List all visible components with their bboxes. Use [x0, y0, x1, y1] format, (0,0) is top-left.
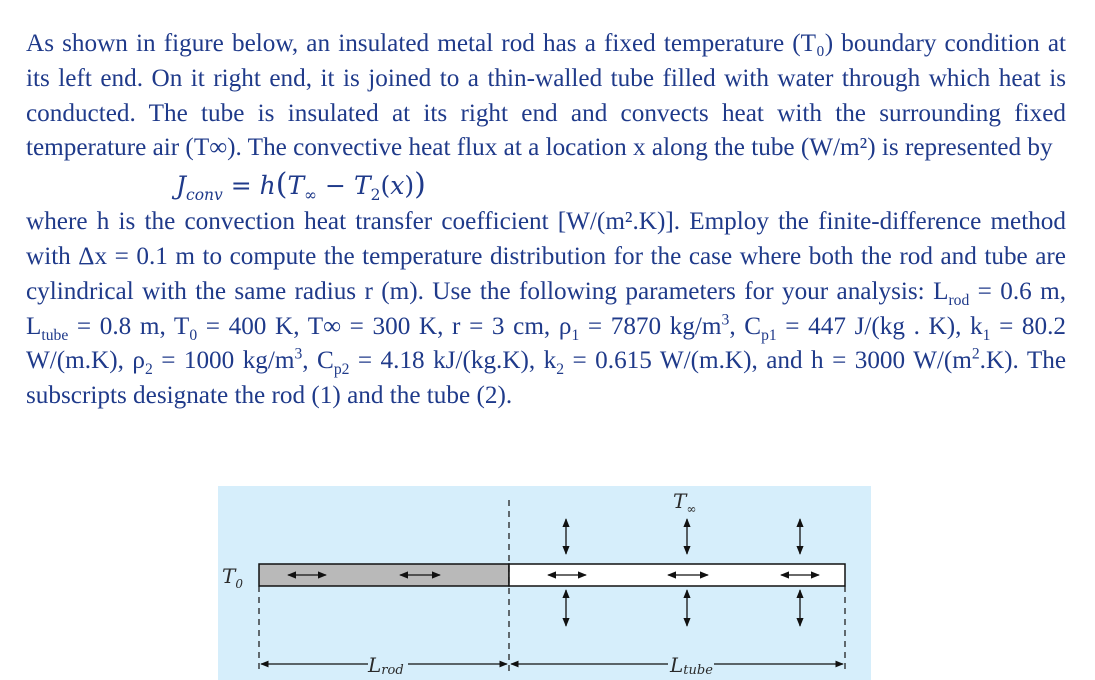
ltube-label: Ltube — [670, 653, 713, 678]
t-infinity-label: $T_\infty$ — [673, 489, 697, 516]
paragraph-parameters: where h is the convection heat transfer coefficient [W/(m².K)]. Employ the finite-difference method with Δx = 0.1 m to compute the temperature distribution for the case where both the rod and tube are cylindrical with the same radius r (m). Use the following parameters for your analysis: $L_{rod} = 0.6$ m, $L_{tube} = 0.8$ m, $T_0 = 400$ K, T∞ = 300 K, r = 3 cm, $\rho_1 = 7870$ $kg/m^3$, $C_{p1} = 447$ J/(kg . K), $k_1 = 80.2$ W/(m.K), $\rho_2 = 1000$ $kg/m^3$, $C_{p2} = 4.18$ kJ/(kg.K), $k_2 = 0.615$ W/(m.K), and h = 3000 $W/(m^2.K)$. The subscripts designate the rod (1) and the tube (2). — [26, 208, 1067, 410]
lrod-label: Lrod — [368, 653, 404, 678]
problem-statement — [26, 27, 1066, 414]
convective-flux-equation — [26, 166, 1066, 205]
figure-canvas — [218, 486, 871, 680]
t0-label: $T_0$ — [222, 564, 243, 591]
rod-tube-figure — [218, 486, 871, 680]
equation-text: $J_{conv} = h(T_\infty - T_2(x))$ — [176, 167, 426, 205]
paragraph-intro: As shown in figure below, an insulated metal rod has a fixed temperature (T₀) boundary condition at its left end. On it right end, it is joined to a thin-walled tube filled with water through which heat is conducted. The tube is insulated at its right end and convects heat with the surrounding fixed temperature air (T∞). The convective heat flux at a location x along the tube (W/m²) is represented by — [26, 30, 1066, 162]
